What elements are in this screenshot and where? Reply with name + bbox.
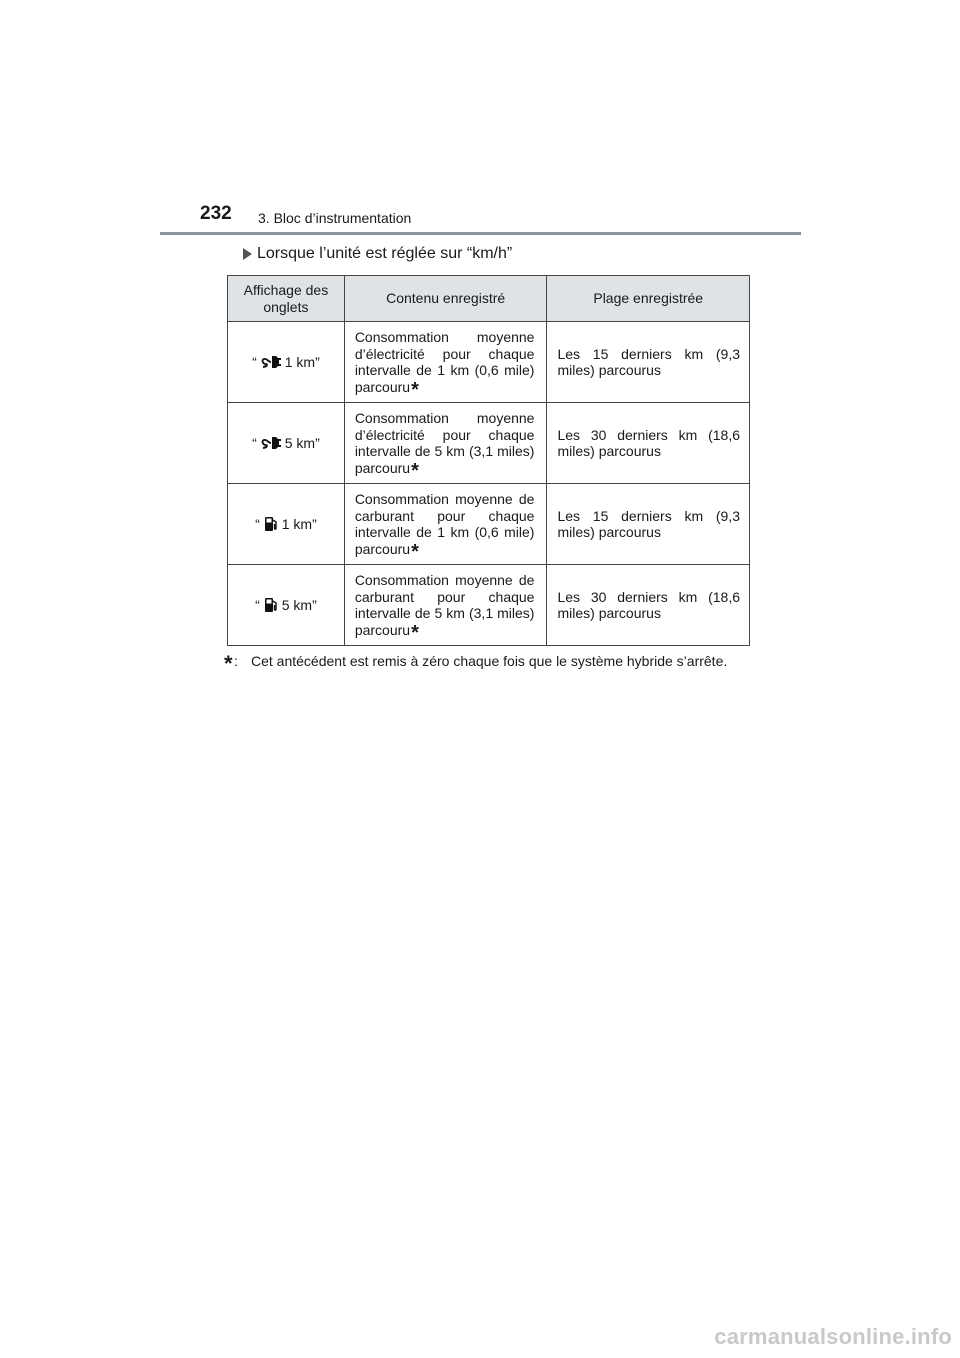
tab-cell	[228, 565, 345, 646]
footnote-asterisk: *	[224, 651, 233, 676]
quote-mark: “	[252, 434, 257, 451]
asterisk-mark: *	[411, 621, 419, 644]
tab-label: 5 km”	[281, 596, 317, 613]
content-text: Consommation moyenne de carburant pour chaque intervalle de 1 km (0,6 mile) parcouru	[354, 491, 535, 557]
section-subheading	[243, 245, 512, 263]
fuel-pump-icon	[264, 597, 278, 613]
tab-cell	[228, 322, 345, 403]
electric-plug-icon	[261, 436, 281, 450]
content-cell	[344, 484, 547, 565]
quote-mark: “	[252, 353, 257, 370]
table-row	[228, 484, 750, 565]
asterisk-mark: *	[411, 459, 419, 482]
content-text: Consommation moyenne de carburant pour chaque intervalle de 5 km (3,1 miles) parcouru	[354, 572, 535, 638]
history-table	[227, 275, 750, 646]
header-recorded-content: Contenu enregistré	[344, 276, 547, 322]
tab-cell	[228, 484, 345, 565]
quote-mark: “	[255, 515, 260, 532]
watermark: carmanualsonline.info	[714, 1324, 952, 1349]
tab-cell	[228, 403, 345, 484]
table-header-row	[228, 276, 750, 322]
subheading-text: Lorsque l’unité est réglée sur “km/h”	[257, 245, 513, 262]
footnote	[224, 652, 744, 674]
range-cell: Les 30 derniers km (18,6 miles) parcourus	[547, 565, 750, 646]
range-cell: Les 15 derniers km (9,3 miles) parcourus	[547, 322, 750, 403]
table-row	[228, 403, 750, 484]
header-rule	[160, 232, 801, 235]
footnote-text: Cet antécédent est remis à zéro chaque fois que le système hybride s’arrête.	[251, 653, 728, 669]
content-cell	[344, 403, 547, 484]
content-text: Consommation moyenne d’électricité pour chaque intervalle de 5 km (3,1 miles) parcouru	[354, 410, 535, 476]
header-tab-display: Affichage des onglets	[228, 276, 345, 322]
content-cell	[344, 565, 547, 646]
tab-label: 1 km”	[281, 515, 317, 532]
electric-plug-icon	[261, 355, 281, 369]
header-recorded-range: Plage enregistrée	[547, 276, 750, 322]
quote-mark: “	[255, 596, 260, 613]
fuel-pump-icon	[264, 516, 278, 532]
tab-label: 5 km”	[284, 434, 320, 451]
content-text: Consommation moyenne d’électricité pour chaque intervalle de 1 km (0,6 mile) parcouru	[354, 329, 535, 395]
asterisk-mark: *	[411, 540, 419, 563]
footnote-colon: :	[234, 653, 238, 669]
page-number: 232	[200, 203, 232, 224]
range-cell: Les 30 derniers km (18,6 miles) parcourus	[547, 403, 750, 484]
content-cell	[344, 322, 547, 403]
range-cell: Les 15 derniers km (9,3 miles) parcourus	[547, 484, 750, 565]
triangle-bullet-icon	[243, 248, 252, 260]
table-row	[228, 322, 750, 403]
table-row	[228, 565, 750, 646]
asterisk-mark: *	[411, 378, 419, 401]
chapter-title: 3. Bloc d’instrumentation	[258, 210, 412, 226]
tab-label: 1 km”	[284, 353, 320, 370]
